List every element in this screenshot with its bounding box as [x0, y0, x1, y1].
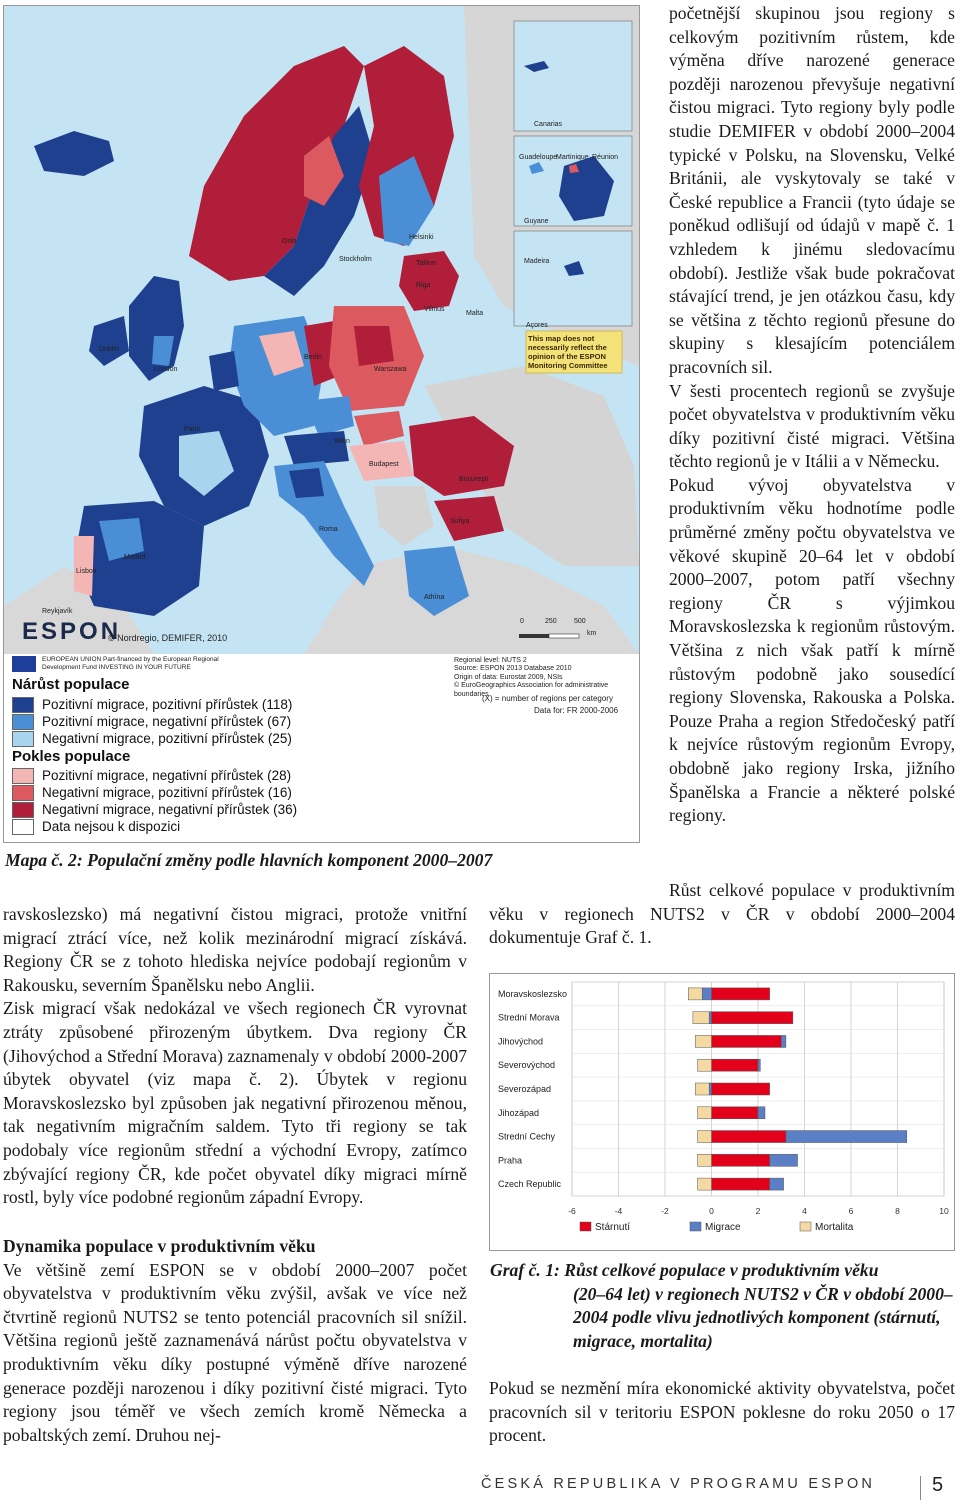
legend-swatch: [12, 714, 34, 730]
legend-decline-heading: Pokles populace: [12, 748, 131, 765]
map-count-note: (X) = number of regions per category: [482, 694, 613, 703]
bar-segment: [709, 1012, 711, 1024]
x-tick-label: -6: [568, 1206, 576, 1216]
bar-segment: [786, 1131, 907, 1143]
legend-swatch: [12, 819, 34, 835]
bar-segment: [695, 1083, 709, 1095]
bar-segment: [712, 1107, 759, 1119]
legend-swatch: [12, 785, 34, 801]
legend-swatch: [580, 1222, 591, 1231]
legend-item: Data nejsou k dispozici: [12, 818, 297, 835]
legend-item: Pozitivní migrace, negativní přírůstek (67): [12, 713, 292, 730]
bar-segment: [781, 1035, 786, 1047]
map-figure: [3, 5, 640, 843]
category-label: Severozápad: [498, 1084, 552, 1094]
bar-segment: [712, 1178, 770, 1190]
espon-logo: ESPON: [22, 618, 122, 645]
paragraph: početnější skupinou jsou regiony s celkovým pozitivním růstem, kde výměna dříve narozené generace později narozenou převyšuje negativní čistou migraci. Tyto regiony byly podle studie DEMIFER v období 2000–2004 typické v Polsku, na Slovensku, Velké Británii, ale vyskytovaly se také v České republice a Francii (tyto údaje se poněkud odlišují od údajů v mapě č. 1 vzhledem k jinému sledovacímu období). Jestliže však bude pokračovat stávající trend, je jen otázkou času, kdy se většina z těchto regionů přesune do skupiny s klesajícím potenciálem pracovních sil.: [669, 3, 955, 377]
place-label: Madrid: [124, 554, 146, 561]
place-label: London: [154, 366, 178, 373]
map-legend: [4, 654, 639, 842]
place-label: Sofiya: [450, 518, 470, 525]
inset-label-malta: Malta: [466, 310, 484, 317]
x-tick-label: -2: [661, 1206, 669, 1216]
left-column-text: [3, 903, 467, 1210]
bar-segment: [758, 1059, 760, 1071]
legend-label: Mortalita: [815, 1222, 854, 1233]
footer-divider: [920, 1476, 921, 1500]
place-label: Warszawa: [374, 366, 407, 373]
bar-segment: [702, 988, 711, 1000]
place-label: Athína: [424, 594, 445, 601]
place-label: Berlin: [304, 354, 322, 361]
map-copyright: © Nordregio, DEMIFER, 2010: [108, 633, 228, 643]
legend-swatch: [12, 768, 34, 784]
legend-swatch: [12, 731, 34, 747]
legend-item: Negativní migrace, pozitivní přírůstek (16): [12, 784, 297, 801]
x-tick-label: 10: [939, 1206, 949, 1216]
right-column-text: [669, 2, 955, 828]
inset-label-guadeloupe: Guadeloupe: [519, 154, 558, 161]
paragraph: V šesti procentech regionů se zvyšuje počet obyvatelstva v produktivním věku díky pozitivní čisté migraci. Většina těchto regionů je v Itálii a v Německu.: [669, 380, 955, 472]
x-tick-label: 2: [755, 1206, 761, 1216]
category-label: Severovýchod: [498, 1060, 556, 1071]
inset-label-acores: Açores: [526, 322, 548, 329]
place-label: Paris: [184, 426, 200, 433]
x-tick-label: 4: [802, 1206, 807, 1216]
bar-segment: [698, 1059, 712, 1071]
inset-label-guyane: Guyane: [524, 218, 549, 225]
graf-caption-rest: (20–64 let) v regionech NUTS2 v ČR v období 2000–2004 podle vlivu jednotlivých komponent (stárnutí, migrace, mortalita): [573, 1283, 953, 1351]
bar-segment: [712, 1035, 782, 1047]
bar-segment: [712, 1154, 770, 1166]
place-label: Helsinki: [409, 234, 434, 241]
paragraph: Ve většině zemí ESPON se v období 2000–2007 počet obyvatelstva v produktivním věku zvýšil, avšak ve více než čtvrtině regionů NUTS2 se tento potenciál pracovních sil snížil. Většina regionů ještě zaznamenává nárůst počtu obyvatelstva v produktivním věku díky postupné výměně dříve narozené generace později narozenou i díky pozitivní čisté migraci. Tyto regiony jsou téměř ve všech zemích kromě Německa a pobaltských zemí. Druhou nej-: [3, 1259, 467, 1445]
legend-swatch: [12, 802, 34, 818]
map-disclaimer: This map does not necessarily reflect the opinion of the ESPON Monitoring Committee: [528, 334, 608, 370]
x-tick-label: 0: [709, 1206, 714, 1216]
category-label: Moravskoslezsko: [498, 988, 568, 999]
paragraph: Pokud vývoj obyvatelstva v produktivním věku hodnotíme podle průměrné změny počtu obyvatelstva ve věkové skupině 20–64 let v období 2000–2007, potom patří všechny regiony ČR s výjimkou Moravskoslezska k regionům růstovým. Většina z nich však patří k mírně růstovým podobně jako sousedící regiony Slovenska, Rakouska a Polska. Pouze Praha a region Středočeský patří k nejvíce růstovým regionům Evropy, obdobně jako regiony Irska, jižního Španělska a Francie a některé polské regiony.: [669, 474, 955, 826]
category-label: Jihozápad: [498, 1107, 540, 1118]
place-label: Oslo: [282, 238, 297, 245]
legend-item: Pozitivní migrace, pozitivní přírůstek (118): [12, 696, 292, 713]
legend-swatch: [800, 1222, 811, 1231]
category-label: Czech Republic: [498, 1179, 562, 1190]
eu-funding-note: EUROPEAN UNION Part-financed by the European Regional Development Fund INVESTING IN YOUR FUTURE: [42, 656, 219, 671]
legend-label: Stárnutí: [595, 1222, 631, 1233]
place-label: Riga: [416, 282, 431, 289]
bar-segment: [693, 1012, 709, 1024]
map-sources: Regional level: NUTS 2 Source: ESPON 2013 Database 2010 Origin of data: Eurostat 2009, NSIs © EuroGeographics Association for administrative boundaries: [454, 657, 609, 698]
legend-swatch: [12, 697, 34, 713]
bar-segment: [698, 1131, 712, 1143]
bar-segment: [758, 1107, 765, 1119]
scale-label-250: 250: [545, 618, 557, 625]
bar-segment: [695, 1035, 711, 1047]
running-footer: ČESKÁ REPUBLIKA V PROGRAMU ESPON: [481, 1476, 876, 1492]
inset-label-reunion: Réunion: [592, 154, 619, 161]
map-data-note: Data for: FR 2000-2006: [534, 706, 619, 715]
place-label: Reykjavík: [42, 608, 73, 615]
x-tick-label: 6: [848, 1206, 854, 1216]
europe-map: [4, 6, 639, 654]
legend-item: Negativní migrace, pozitivní přírůstek (25): [12, 730, 292, 747]
category-label: Jihovýchod: [498, 1036, 544, 1047]
map-caption: Mapa č. 2: Populační změny podle hlavních komponent 2000–2007: [5, 850, 493, 870]
place-label: Vilnius: [424, 306, 445, 313]
place-label: Wien: [334, 438, 350, 445]
place-label: Lisboa: [76, 568, 97, 575]
inset-label-canarias: Canarias: [534, 121, 563, 128]
paragraph: Zisk migrací však nedokázal ve všech regionech ČR vyrovnat ztráty způsobené přirozeným úbytkem. Dva regiony ČR (Jihovýchod a Střední Morava) zaznamenaly v období 2000-2007 úbytek obyvatel (viz mapa č. 2). Úbytek v regionu Moravskoslezsko byl způsoben jak negativní přirozenou měnou, tak negativním migračním saldem. Tyto tři regiony se tak podobaly více regionům střední a východní Evropy, zatímco zbývající regiony ČR, kde počet obyvatel díky migraci mírně rostl, byly více podobné regionům západní Evropy.: [3, 998, 467, 1208]
category-label: Strední Morava: [498, 1012, 560, 1023]
legend-item: Pozitivní migrace, negativní přírůstek (28): [12, 767, 297, 784]
bar-segment: [770, 1178, 784, 1190]
legend-label: Migrace: [705, 1222, 741, 1233]
x-tick-label: -4: [614, 1206, 623, 1216]
legend-item: Negativní migrace, negativní přírůstek (36): [12, 801, 297, 818]
x-tick-label: 8: [895, 1206, 900, 1216]
place-label: Tallinn: [416, 260, 436, 267]
bar-segment: [712, 1131, 786, 1143]
bottom-paragraph: Pokud se nezmění míra ekonomické aktivity obyvatelstva, počet pracovních sil v teritoriu ESPON poklesne do roku 2050 o 17 procent.: [489, 1378, 955, 1446]
inset-label-martinique: Martinique: [556, 154, 589, 161]
page-number: 5: [932, 1474, 944, 1496]
bar-segment: [712, 988, 770, 1000]
place-label: Budapest: [369, 461, 399, 468]
bar-segment: [698, 1154, 712, 1166]
bar-segment: [770, 1154, 798, 1166]
bar-segment: [698, 1107, 712, 1119]
stacked-bar-chart: [490, 974, 954, 1250]
place-label: Bucureşti: [459, 476, 489, 483]
paragraph: ravskoslezsko) má negativní čistou migraci, protože vnitřní migrací ztrácí více, než kolik mezinárodní migrací získává. Regiony ČR se z tohoto hlediska nejvíce podobají regionům v Rakousku, severním Španělsku nebo Anglii.: [3, 904, 467, 995]
scale-label-500: 500: [574, 618, 586, 625]
inset-label-madeira: Madeira: [524, 258, 550, 265]
bar-segment: [709, 1083, 711, 1095]
wide-paragraph: Růst celkové populace v produktivním věku v regionech NUTS2 v ČR v období 2000–2004 dokumentuje Graf č. 1.: [489, 880, 955, 948]
graf-caption-line1: Graf č. 1: Růst celkové populace v produktivním věku: [490, 1260, 879, 1280]
europe-map-graphic: [4, 6, 639, 654]
place-label: Roma: [319, 526, 338, 533]
bar-segment: [712, 1059, 759, 1071]
bar-segment: [688, 988, 702, 1000]
section-dynamika: [3, 1235, 467, 1447]
legend-growth-heading: Nárůst populace: [12, 676, 130, 693]
bar-segment: [712, 1012, 793, 1024]
section-heading: Dynamika populace v produktivním věku: [3, 1236, 316, 1256]
graf-1-chart: [489, 973, 955, 1251]
graf-caption: [490, 1259, 955, 1353]
scale-label-0: 0: [520, 618, 524, 625]
bar-segment: [712, 1083, 770, 1095]
place-label: Dublin: [99, 346, 119, 353]
category-label: Praha: [498, 1155, 523, 1166]
eu-flag-icon: [12, 656, 36, 672]
legend-swatch: [690, 1222, 701, 1231]
category-label: Strední Cechy: [498, 1131, 556, 1142]
bar-segment: [698, 1178, 712, 1190]
scale-label-km: km: [587, 630, 597, 637]
place-label: Stockholm: [339, 256, 372, 263]
